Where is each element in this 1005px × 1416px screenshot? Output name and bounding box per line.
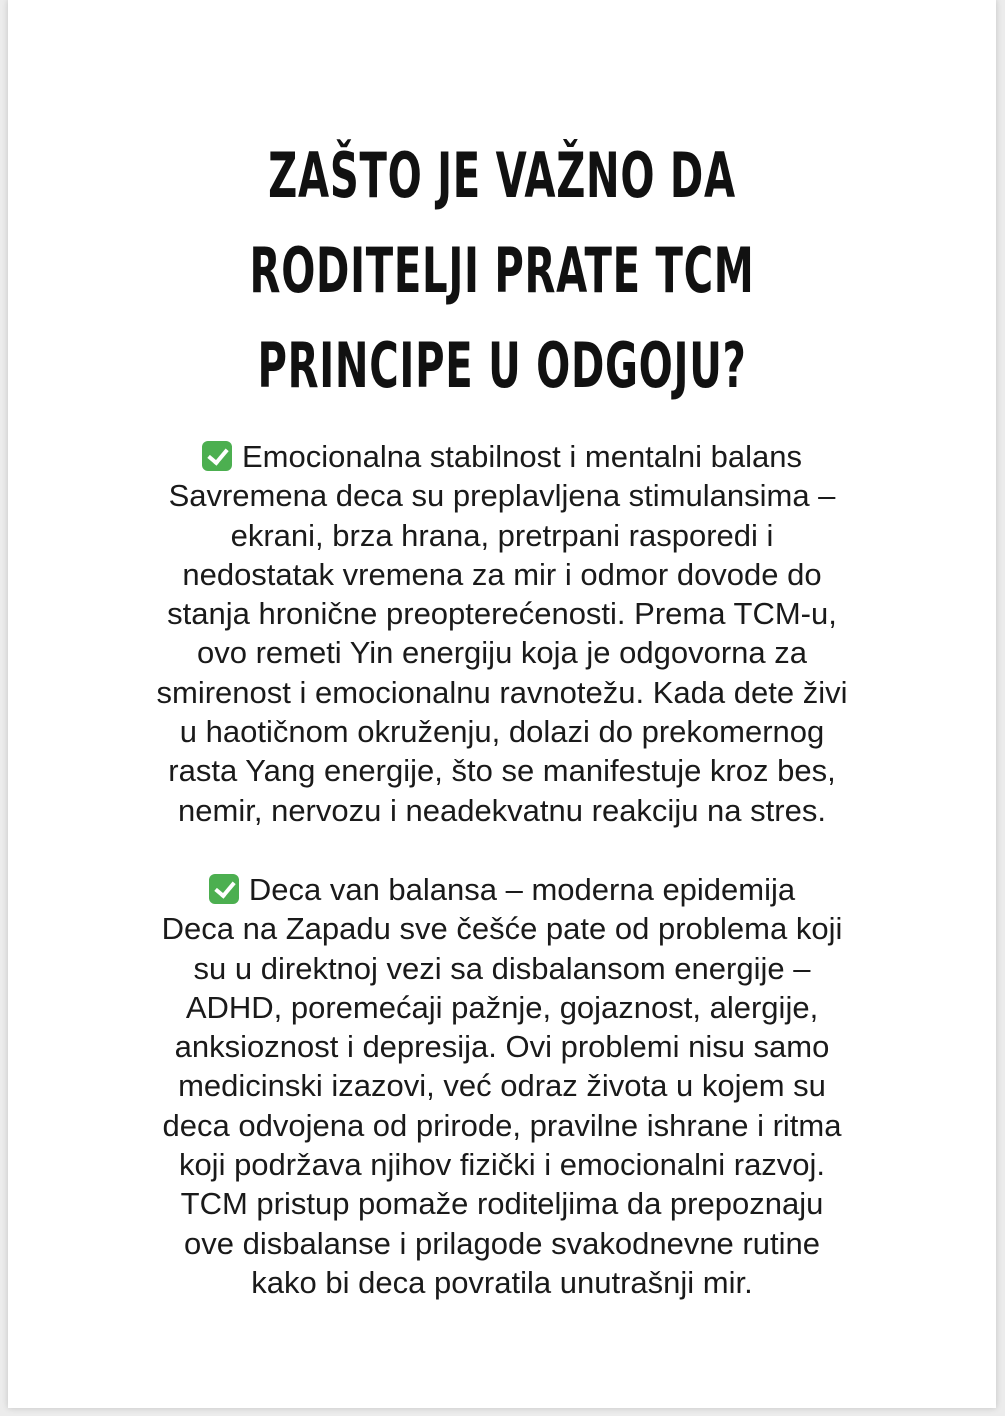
paragraph-line: rasta Yang energije, što se manifestuje kroz bes,: [168, 753, 836, 789]
section-heading: [8, 870, 996, 909]
paragraph-line: Deca na Zapadu sve češće pate od problema koji: [161, 911, 843, 947]
paragraph-line: ovo remeti Yin energiju koja je odgovorna za: [196, 635, 808, 671]
paragraph-line: anksioznost i depresija. Ovi problemi nisu samo: [174, 1029, 830, 1065]
section-heading: [8, 437, 996, 476]
paragraph-line: TCM pristup pomaže roditeljima da prepoznaju: [180, 1186, 824, 1222]
paragraph-line: ekrani, brza hrana, pretrpani rasporedi i: [230, 517, 774, 553]
paragraph-line: u haotičnom okruženju, dolazi do prekomernog: [179, 714, 825, 750]
title-line: RODITELJI PRATE TCM: [249, 234, 755, 307]
section-emotional-stability: [8, 437, 996, 830]
section-children-out-of-balance: [8, 870, 996, 1302]
paragraph-line: smirenost i emocionalnu ravnotežu. Kada dete živi: [156, 674, 848, 710]
section-heading-text: Deca van balansa – moderna epidemija: [248, 872, 796, 907]
paragraph-line: deca odvojena od prirode, pravilne ishrane i ritma: [162, 1107, 842, 1143]
check-mark-icon: [209, 874, 239, 904]
title-line: ZAŠTO JE VAŽNO DA: [268, 139, 736, 212]
paragraph-line: Savremena deca su preplavljena stimulansima –: [168, 478, 836, 514]
paragraph-line: ADHD, poremećaji pažnje, gojaznost, alergije,: [185, 989, 819, 1025]
paragraph-line: ove disbalanse i prilagode svakodnevne rutine: [184, 1225, 820, 1261]
paragraph-line: koji podržava njihov fizički i emocionalni razvoj.: [178, 1147, 826, 1183]
paragraph-line: kako bi deca povratila unutrašnji mir.: [251, 1264, 753, 1300]
paragraph-line: su u direktnoj vezi sa disbalansom energije –: [193, 950, 811, 986]
paragraph-line: nemir, nervozu i neadekvatnu reakciju na stres.: [178, 792, 826, 828]
paragraph-line: stanja hronične preopterećenosti. Prema TCM-u,: [167, 596, 837, 632]
document-page: [8, 0, 996, 1408]
page-title: [146, 128, 857, 413]
paragraph-line: medicinski izazovi, već odraz života u kojem su: [178, 1068, 826, 1104]
paragraph-line: nedostatak vremena za mir i odmor dovode do: [182, 556, 822, 592]
title-line: PRINCIPE U ODGOJU?: [257, 329, 747, 402]
section-heading-text: Emocionalna stabilnost i mentalni balans: [241, 439, 803, 474]
check-mark-icon: [202, 441, 232, 471]
